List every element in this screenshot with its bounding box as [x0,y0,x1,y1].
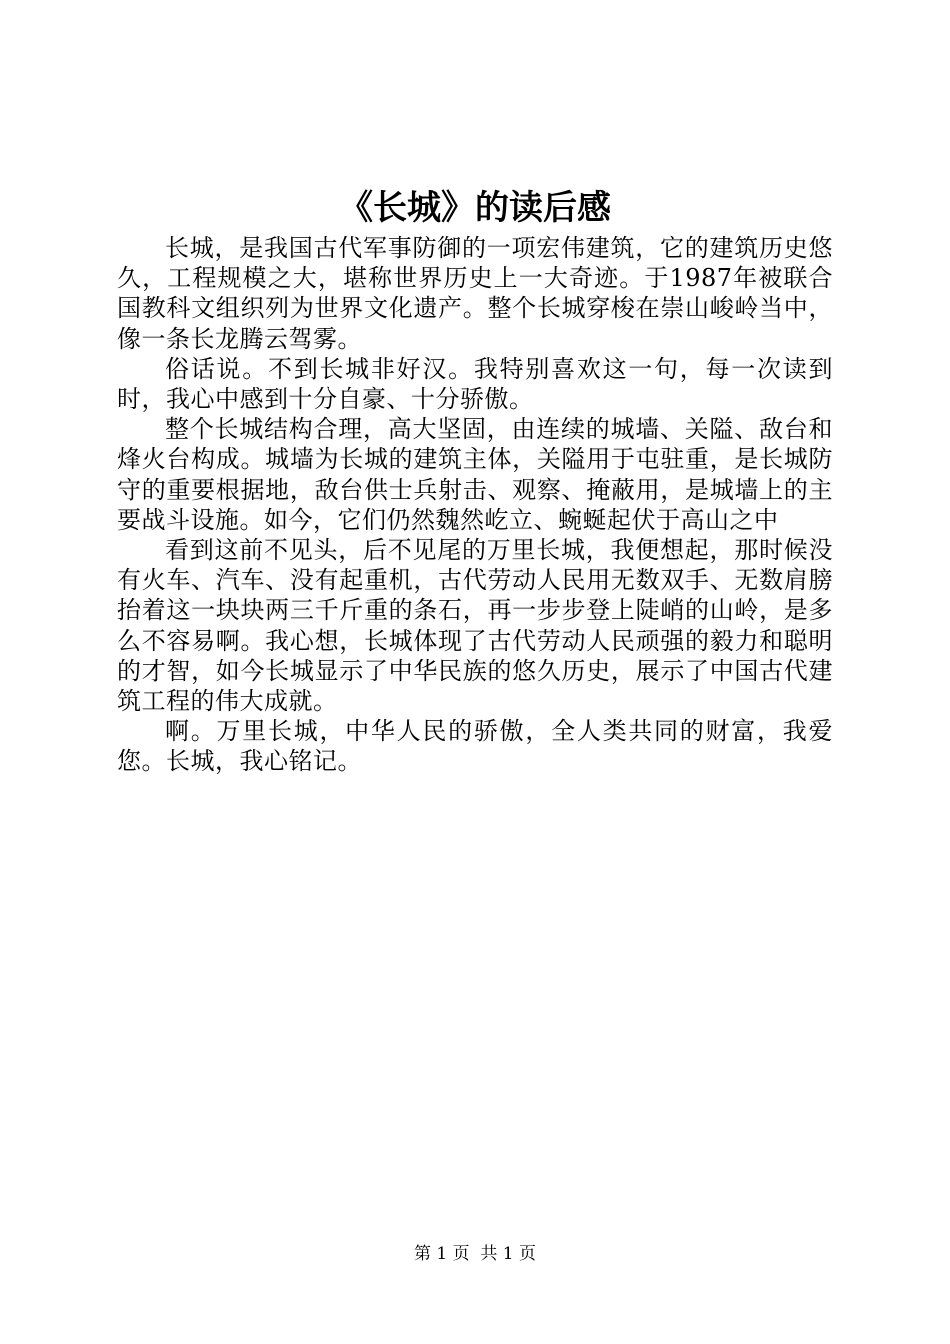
paragraph-4: 看到这前不见头，后不见尾的万里长城，我便想起，那时候没有火车、汽车、没有起重机，古代劳动人民用无数双手、无数肩膀抬着这一块块两三千斤重的条石，再一步步登上陡峭的山岭，是多么不容易啊。我心想，长城体现了古代劳动人民顽强的毅力和聪明的才智，如今长城显示了中华民族的悠久历史，展示了中国古代建筑工程的伟大成就。 [117,536,833,716]
page-footer [0,1242,950,1266]
document-body [117,233,833,777]
paragraph-2: 俗话说。不到长城非好汉。我特别喜欢这一句，每一次读到时，我心中感到十分自豪、十分骄傲。 [117,354,833,414]
document-title: 《长城》的读后感 [339,188,611,228]
paragraph-3: 整个长城结构合理，高大坚固，由连续的城墙、关隘、敌台和烽火台构成。城墙为长城的建筑主体，关隘用于屯驻重，是长城防守的重要根据地，敌台供士兵射击、观察、掩蔽用，是城墙上的主要战斗设施。如今，它们仍然魏然屹立、蜿蜒起伏于高山之中 [117,415,833,534]
paragraph-1: 长城，是我国古代军事防御的一项宏伟建筑，它的建筑历史悠久，工程规模之大，堪称世界历史上一大奇迹。于1987年被联合国教科文组织列为世界文化遗产。整个长城穿梭在崇山峻岭当中，像一条长龙腾云驾雾。 [117,234,833,353]
paragraph-5: 啊。万里长城，中华人民的骄傲，全人类共同的财富，我爱您。长城，我心铭记。 [117,717,833,776]
page-number-label: 第 1 页 共 1 页 [413,1244,537,1264]
